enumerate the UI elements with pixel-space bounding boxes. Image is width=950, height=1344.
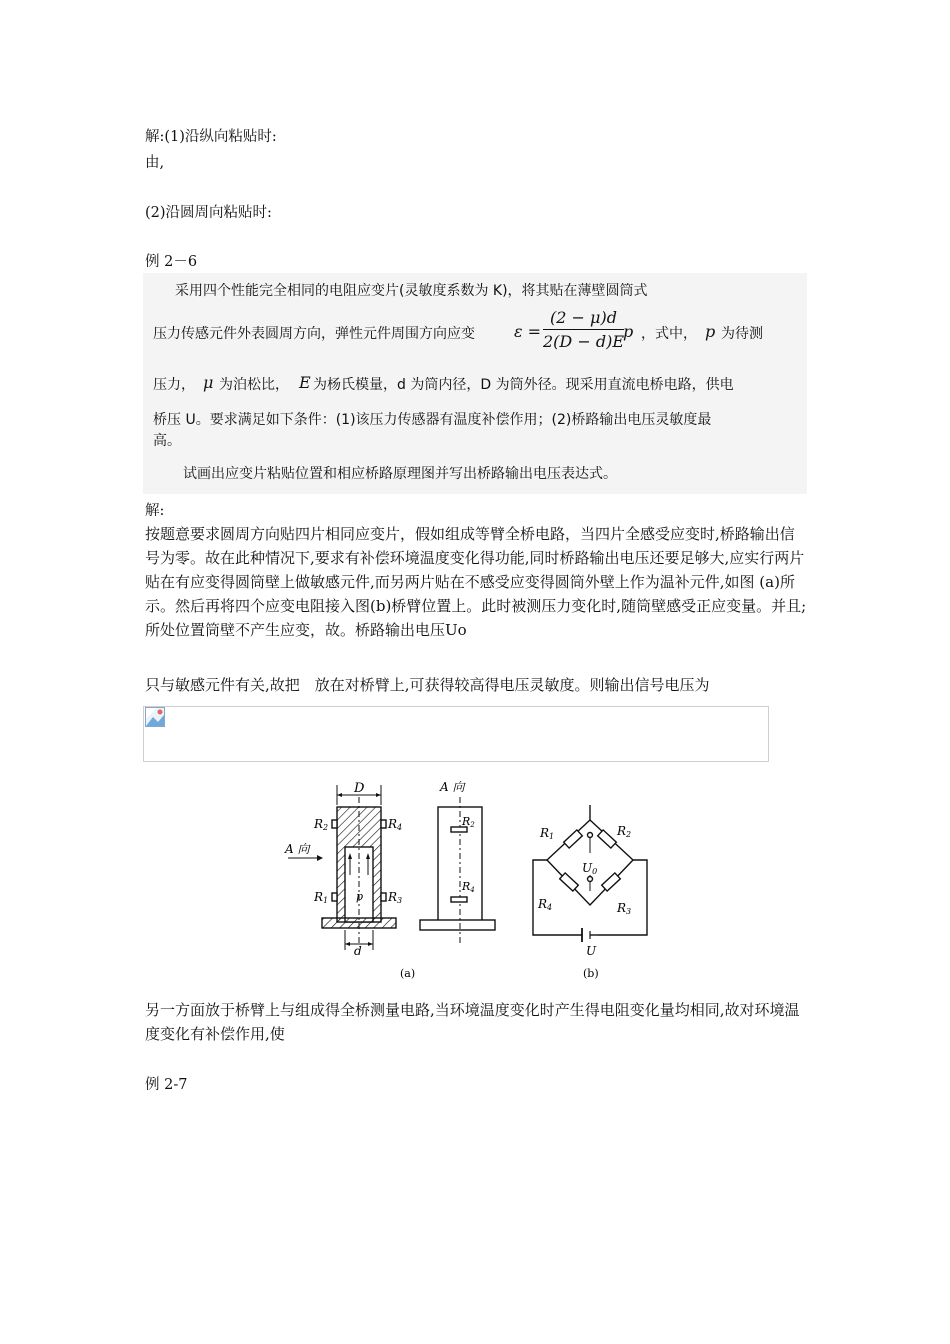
solution1-line1: 解:(1)沿纵向粘贴时: <box>145 129 277 145</box>
label-R2-b: R2 <box>617 824 632 839</box>
label-R3-b: R3 <box>617 901 632 916</box>
after-figure-text: 另一方面放于桥臂上与组成得全桥测量电路,当环境温度变化时产生得电阻变化量均相同,故对环境温度变化有补偿作用,使 <box>145 1001 800 1043</box>
caption-a: (a) <box>400 967 416 980</box>
label-R4-a: R4 <box>388 817 403 832</box>
problem-line2-suffix-b: 为待测 <box>721 326 763 342</box>
missing-formula-image <box>143 706 769 762</box>
mu-symbol: μ <box>203 373 214 392</box>
label-R2-a: R2 <box>314 817 329 832</box>
problem-line5: 高。 <box>153 433 181 449</box>
broken-image-icon <box>145 707 165 727</box>
label-d: d <box>354 944 362 958</box>
solution1-line2: 由, <box>145 155 165 171</box>
after-figure-paragraph <box>145 998 807 1046</box>
solution1-line3: (2)沿圆周向粘贴时: <box>145 205 272 221</box>
problem-line3-b: 为泊松比， <box>219 377 289 393</box>
figure-a-A-view <box>420 797 495 945</box>
problem-line3-a: 压力， <box>153 377 195 393</box>
epsilon-symbol: ε = <box>514 322 542 341</box>
p-symbol: p <box>623 322 634 341</box>
problem-line3-c: 为杨氏模量，d 为筒内径，D 为筒外径。现采用直流电桥电路，供电 <box>313 377 734 393</box>
solution-paragraph-text: 按题意要求圆周方向贴四片相同应变片，假如组成等臂全桥电路，当四片全感受应变时,桥路输出信号为零。故在此种情况下,要求有补偿环境温度变化得功能,同时桥路输出电压还要足够大,应实行两片贴在有应变得圆筒壁上做敏感元件,而另两片贴在不感受应变得圆筒外壁上作为温补元件,如图 (a)所示。然后再将四个应变电阻接入图(b)桥臂位置上。此时被测压力变化时,随筒壁感受正应变量。并且;所处位置筒壁不产生应变，故。桥路输出电压Uo <box>145 525 807 639</box>
problem-line2-prefix: 压力传感元件外表圆周方向，弹性元件周围方向应变 <box>153 326 475 342</box>
label-R1-b: R1 <box>540 826 555 841</box>
problem-line2-suffix-a: ，式中， <box>641 326 697 342</box>
problem-line1: 采用四个性能完全相同的电阻应变片(灵敏度系数为 K)，将其贴在薄壁圆筒式 <box>175 283 648 299</box>
label-D: D <box>354 781 365 796</box>
fraction-numerator: (2 − μ)d <box>543 308 624 330</box>
p-symbol-2: p <box>705 322 716 341</box>
solution-line2: 只与敏感元件有关,故把 放在对桥臂上,可获得较高得电压灵敏度。则输出信号电压为 <box>145 676 710 694</box>
strain-fraction <box>543 308 624 351</box>
example-2-7-heading: 例 2-7 <box>145 1077 188 1093</box>
label-U: U <box>586 944 597 958</box>
problem-line4: 桥压 U。要求满足如下条件：(1)该压力传感器有温度补偿作用；(2)桥路输出电压灵敏度最 <box>153 412 712 428</box>
label-U0: U0 <box>582 861 598 876</box>
caption-b: (b) <box>583 967 599 980</box>
problem-line6: 试画出应变片粘贴位置和相应桥路原理图并写出桥路输出电压表达式。 <box>183 466 617 482</box>
label-A-view: A 向 <box>440 780 465 794</box>
label-R3-a: R3 <box>388 890 403 905</box>
label-R2-view: R2 <box>462 815 475 829</box>
fraction-denominator: 2(D − d)E <box>543 332 624 351</box>
label-A-direction: A 向 <box>285 842 310 856</box>
label-R1-a: R1 <box>314 890 329 905</box>
problem-box <box>143 273 807 494</box>
label-R4-view: R4 <box>462 880 475 894</box>
solution-paragraph <box>145 522 807 642</box>
example-2-6-heading: 例 2－6 <box>145 254 198 270</box>
E-symbol: E <box>299 373 311 392</box>
label-R4-b: R4 <box>538 897 553 912</box>
solution-label: 解: <box>145 503 165 519</box>
label-p: p <box>356 890 364 903</box>
strain-gauge-figure <box>280 775 650 985</box>
figure-a-cross-section <box>288 785 396 950</box>
